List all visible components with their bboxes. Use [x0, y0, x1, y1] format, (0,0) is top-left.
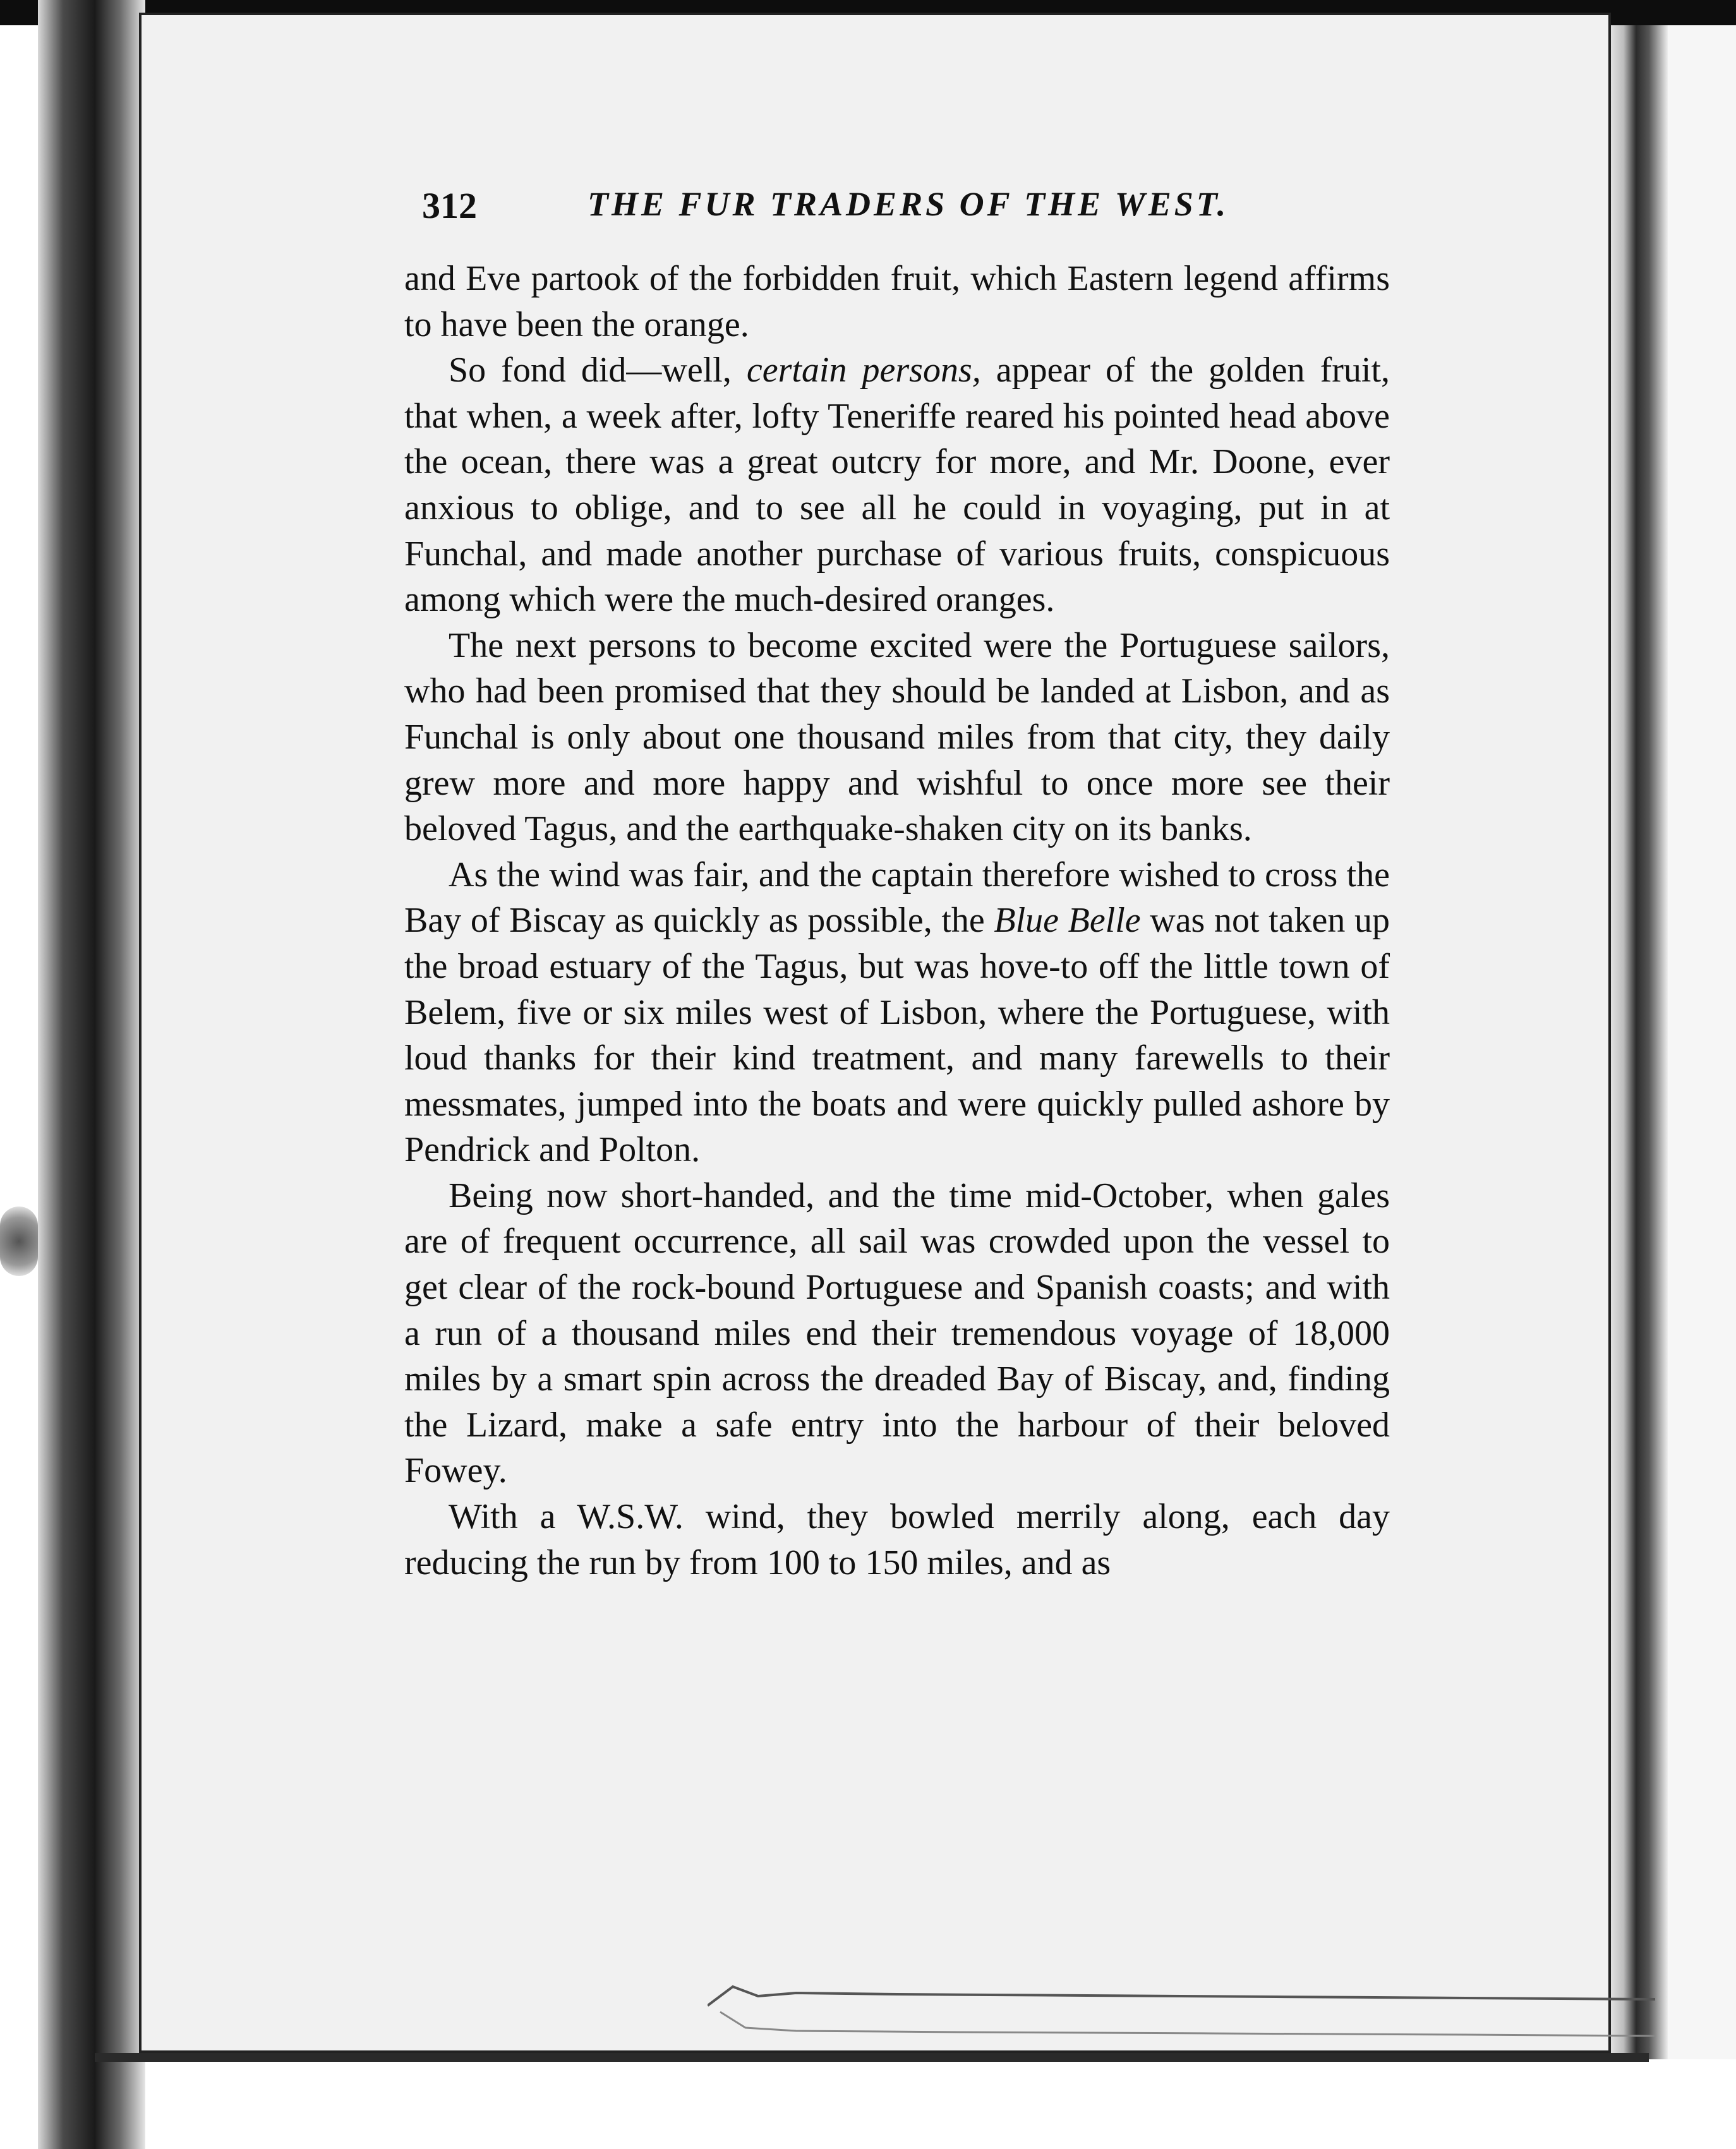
paragraph-4-text-start: As the wind was fair, and the captain therefore wished to cross the Bay of Biscay as quickly as possible, the [404, 855, 1390, 941]
page-number: 312 [422, 185, 477, 226]
torn-page-edge [708, 1968, 1655, 2044]
scan-blot [0, 1207, 38, 1276]
paragraph-1: and Eve partook of the forbidden fruit, which Eastern legend affirms to have been the orange. [404, 259, 1390, 344]
italic-phrase: certain persons, [746, 351, 981, 390]
page-body-text [404, 256, 1390, 1586]
book-spine-shadow [38, 0, 145, 2149]
paragraph-4 [404, 852, 1390, 1173]
page-gutter [1611, 25, 1668, 2059]
paragraph-6: With a W.S.W. wind, they bowled merrily along, each day reducing the run by from 100 to 150 miles, and as [404, 1497, 1390, 1582]
paragraph-4-text-end: was not taken up the broad estuary of the Tagus, but was hove-to off the little town of Belem, five or six miles west of Lisbon, where the Portuguese, with loud thanks for their kind treatment, and many farewells to their messmates, jumped into the boats and were quickly pulled ashore by Pendrick and Polton. [404, 901, 1390, 1170]
paragraph-2-text-start: So fond did—well, [449, 351, 747, 390]
paragraph-2-text-end: appear of the golden fruit, that when, a week after, lofty Teneriffe reared his pointed head above the ocean, there was a great outcry for more, and Mr. Doone, ever anxious to oblige, and to see all he could in voyaging, put in at Funchal, and made another purchase of various fruits, conspicuous among which were the much-desired oranges. [404, 351, 1390, 620]
facing-page-edge [1668, 25, 1736, 2059]
paragraph-5: Being now short-handed, and the time mid-October, when gales are of frequent occurrence, all sail was crowded upon the vessel to get clear of the rock-bound Portuguese and Spanish coasts; and with a run of a thousand miles end their tremendous voyage of 18,000 miles by a smart spin across the dreaded Bay of Biscay, and, finding the Lizard, make a safe entry into the harbour of their beloved Fowey. [404, 1176, 1390, 1491]
scan-bottom-border [95, 2053, 1649, 2062]
paragraph-3: The next persons to become excited were the Portuguese sailors, who had been promised that they should be landed at Lisbon, and as Funchal is only about one thousand miles from that city, they daily grew more and more happy and wishful to once more see their beloved Tagus, and the earthquake-shaken city on its banks. [404, 625, 1390, 849]
ship-name: Blue Belle [994, 901, 1141, 941]
paragraph-2 [404, 347, 1390, 623]
running-title: THE FUR TRADERS OF THE WEST. [588, 185, 1229, 223]
